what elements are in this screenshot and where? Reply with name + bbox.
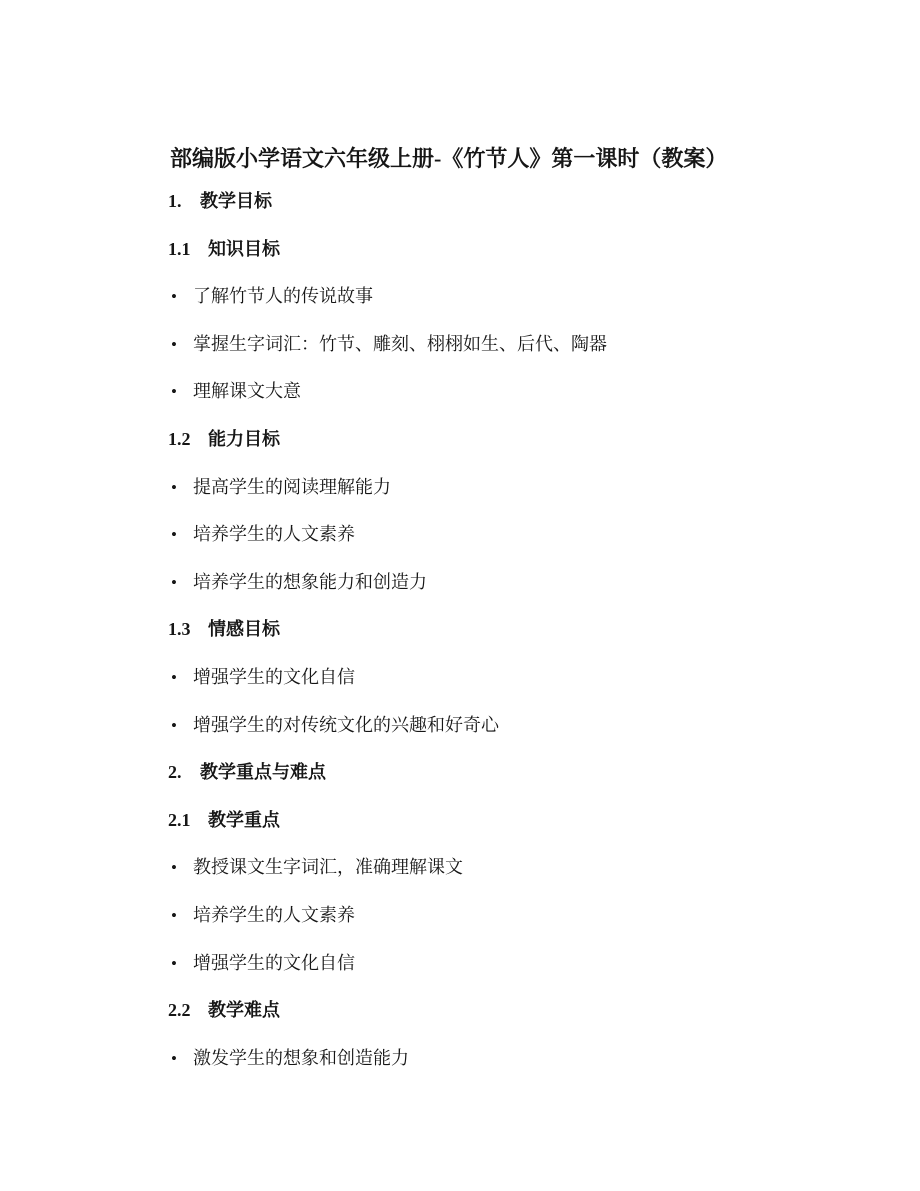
bullet-text: 提高学生的阅读理解能力 xyxy=(193,476,391,497)
bullet-icon: • xyxy=(171,667,177,687)
bullet-icon: • xyxy=(171,477,177,497)
bullet-text: 了解竹节人的传说故事 xyxy=(193,286,373,307)
bullet-item xyxy=(171,573,860,592)
heading-number: 2.1 xyxy=(168,809,191,830)
bullet-item xyxy=(171,287,860,306)
subsection-heading xyxy=(168,240,860,259)
bullet-icon: • xyxy=(171,1048,177,1068)
bullet-text: 增强学生的对传统文化的兴趣和好奇心 xyxy=(193,714,499,735)
bullet-text: 掌握生字词汇：竹节、雕刻、栩栩如生、后代、陶器 xyxy=(193,333,607,354)
bullet-item xyxy=(171,525,860,544)
bullet-icon: • xyxy=(171,715,177,735)
heading-text: 教学目标 xyxy=(200,191,272,211)
bullet-text: 培养学生的想象能力和创造力 xyxy=(193,571,427,592)
bullet-item xyxy=(171,954,860,973)
bullet-icon: • xyxy=(171,858,177,878)
bullet-item xyxy=(171,716,860,735)
bullet-icon: • xyxy=(171,953,177,973)
heading-number: 1.2 xyxy=(168,428,191,449)
heading-text: 能力目标 xyxy=(208,428,280,449)
bullet-icon: • xyxy=(171,334,177,354)
heading-text: 教学重点 xyxy=(208,809,280,830)
bullet-text: 理解课文大意 xyxy=(193,381,301,402)
bullet-icon: • xyxy=(171,525,177,545)
section-heading xyxy=(168,192,860,211)
bullet-icon: • xyxy=(171,905,177,925)
subsection-heading xyxy=(168,620,860,639)
bullet-item xyxy=(171,1049,860,1068)
bullet-text: 增强学生的文化自信 xyxy=(193,952,355,973)
heading-text: 情感目标 xyxy=(208,619,280,640)
heading-text: 教学难点 xyxy=(208,1000,280,1021)
bullet-text: 激发学生的想象和创造能力 xyxy=(193,1047,409,1068)
heading-number: 1. xyxy=(168,191,182,211)
bullet-item xyxy=(171,668,860,687)
document-title: 部编版小学语文六年级上册-《竹节人》第一课时（教案） xyxy=(170,146,728,171)
subsection-heading xyxy=(168,1001,860,1020)
bullet-item xyxy=(171,335,860,354)
heading-text: 教学重点与难点 xyxy=(200,762,326,783)
bullet-text: 教授课文生字词汇，准确理解课文 xyxy=(193,857,463,878)
bullet-icon: • xyxy=(171,287,177,307)
document-body xyxy=(168,192,860,1068)
heading-number: 2.2 xyxy=(168,1000,191,1021)
bullet-icon: • xyxy=(171,572,177,592)
heading-number: 2. xyxy=(168,762,182,783)
bullet-item xyxy=(171,858,860,877)
bullet-item xyxy=(171,906,860,925)
heading-text: 知识目标 xyxy=(208,238,280,259)
bullet-icon: • xyxy=(171,382,177,402)
bullet-text: 培养学生的人文素养 xyxy=(193,904,355,925)
bullet-item xyxy=(171,478,860,497)
section-heading xyxy=(168,763,860,782)
bullet-text: 培养学生的人文素养 xyxy=(193,524,355,545)
bullet-item xyxy=(171,382,860,401)
heading-number: 1.3 xyxy=(168,619,191,640)
heading-number: 1.1 xyxy=(168,238,191,259)
subsection-heading xyxy=(168,811,860,830)
bullet-text: 增强学生的文化自信 xyxy=(193,666,355,687)
subsection-heading xyxy=(168,430,860,449)
